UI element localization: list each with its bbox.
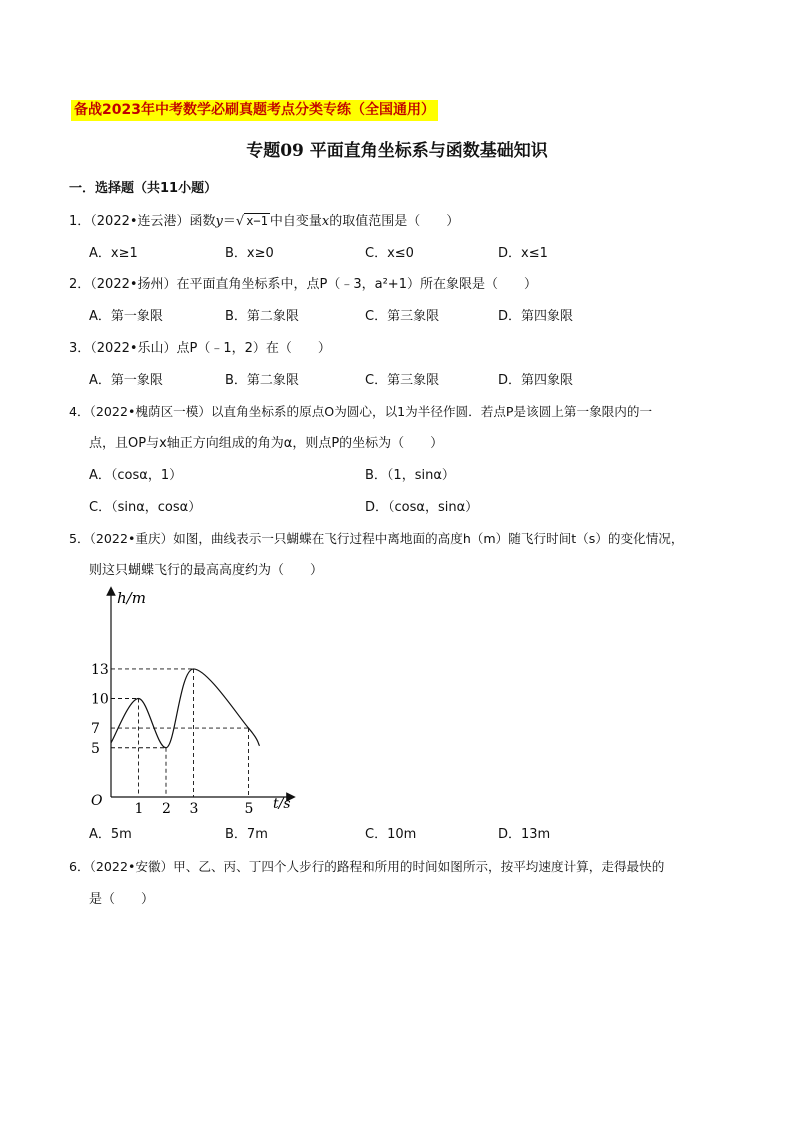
q5-option-a[interactable]: A．5m: [89, 827, 132, 842]
q1-var-y: y: [215, 214, 223, 229]
q1-prefix: 1．（2022•连云港）函数: [69, 214, 216, 229]
page-title: 专题09 平面直角坐标系与函数基础知识: [246, 141, 548, 161]
origin-label: O: [91, 793, 103, 809]
q2-option-d[interactable]: D．第四象限: [498, 309, 574, 324]
q3-option-b[interactable]: B．第二象限: [225, 373, 299, 388]
x-tick-label: 5: [244, 801, 254, 817]
section-heading: 一．选择题（共11小题）: [69, 181, 218, 196]
q1-var-x: x: [321, 214, 330, 229]
y-tick-label: 7: [91, 721, 100, 738]
question-6-line-1: 6．（2022•安徽）甲、乙、丙、丁四个人步行的路程和所用的时间如图所示，按平均速度计算，走得最快的: [69, 859, 665, 874]
x-tick-label: 3: [189, 801, 199, 817]
q2-option-a[interactable]: A．第一象限: [89, 309, 163, 324]
series-curve: [111, 669, 260, 748]
y-tick-label: 5: [91, 740, 100, 757]
y-tick-label: 13: [91, 661, 109, 678]
q1-option-b[interactable]: B．x≥0: [225, 246, 274, 261]
question-4-line-1: 4．（2022•槐荫区一模）以直角坐标系的原点O为圆心，以1为半径作圆．若点P是该圆上第一象限内的一: [69, 404, 653, 419]
x-tick-label: 1: [134, 801, 144, 817]
q1-option-a[interactable]: A．x≥1: [89, 246, 138, 261]
question-2: 2．（2022•扬州）在平面直角坐标系中，点P（﹣3，a²+1）所在象限是（ ）: [69, 277, 537, 292]
y-tick-label: 10: [91, 691, 109, 708]
height-time-graph: [86, 585, 316, 820]
q3-option-c[interactable]: C．第三象限: [365, 373, 440, 388]
q1-radicand: x−1: [246, 214, 268, 228]
q2-option-b[interactable]: B．第二象限: [225, 309, 299, 324]
q4-option-c[interactable]: C．（sinα，cosα）: [89, 500, 202, 515]
q5-option-b[interactable]: B．7m: [225, 827, 268, 842]
q1-option-c[interactable]: C．x≤0: [365, 246, 414, 261]
question-5-line-2: 则这只蝴蝶飞行的最高高度约为（ ）: [89, 563, 324, 578]
q5-option-d[interactable]: D．13m: [498, 827, 551, 842]
question-5-line-1: 5．（2022•重庆）如图，曲线表示一只蝴蝶在飞行过程中离地面的高度h（m）随飞行时间t（s）的变化情况，: [69, 531, 684, 546]
question-6-line-2: 是（ ）: [89, 892, 155, 907]
q5-option-c[interactable]: C．10m: [365, 827, 417, 842]
series-banner: 备战2023年中考数学必刷真题考点分类专练（全国通用）: [71, 100, 438, 121]
x-tick-label: 2: [162, 801, 171, 817]
q1-mid: 中自变量: [269, 214, 322, 229]
x-axis-label: t/s: [273, 796, 291, 812]
question-3: 3．（2022•乐山）点P（﹣1，2）在（ ）: [69, 341, 331, 356]
q4-option-d[interactable]: D．（cosα，sinα）: [365, 500, 479, 515]
q3-option-d[interactable]: D．第四象限: [498, 373, 574, 388]
question-4-line-2: 点，且OP与x轴正方向组成的角为α，则点P的坐标为（ ）: [89, 436, 444, 451]
q1-suffix: 的取值范围是（ ）: [329, 214, 460, 229]
y-axis-label: h/m: [117, 589, 146, 607]
question-1: [69, 210, 459, 229]
q3-option-a[interactable]: A．第一象限: [89, 373, 163, 388]
sqrt-icon: √: [235, 214, 245, 229]
q4-option-b[interactable]: B．（1，sinα）: [365, 468, 455, 483]
q1-option-d[interactable]: D．x≤1: [498, 246, 548, 261]
q2-option-c[interactable]: C．第三象限: [365, 309, 440, 324]
q1-equals: ＝: [222, 214, 236, 229]
q4-option-a[interactable]: A．（cosα，1）: [89, 468, 183, 483]
